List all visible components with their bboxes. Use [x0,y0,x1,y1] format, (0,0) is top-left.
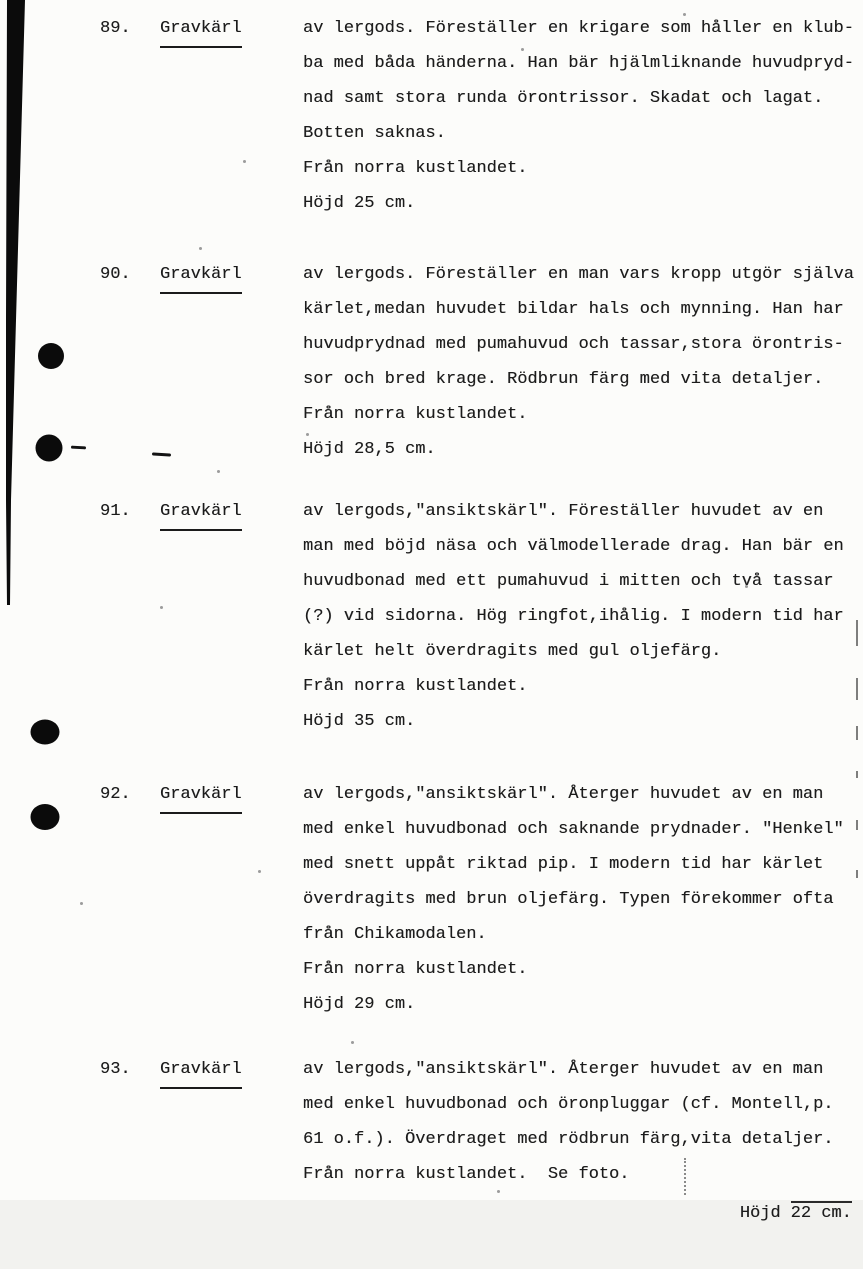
entry-line: Från norra kustlandet. [303,677,528,696]
right-edge-mark [856,820,858,830]
entry-line: Från norra kustlandet. [303,960,528,979]
entry-line: Botten saknas. [303,124,446,143]
right-edge-mark [856,870,858,878]
entry-line: 61 o.f.). Överdraget med rödbrun färg,vita detaljer. [303,1130,834,1149]
entry-number: 90. [100,265,131,284]
stray-dash-mark [152,452,171,456]
entry-line: man med böjd näsa och välmodellerade drag. Han bär en [303,537,844,556]
punch-hole-dot [36,435,63,462]
stray-dash-mark [71,446,86,450]
scan-speck [243,160,246,163]
entry-line: kärlet helt överdragits med gul oljefärg. [303,642,722,661]
entry-line: Höjd 25 cm. [303,194,416,213]
entry-number: 89. [100,19,131,38]
punch-hole-dot [31,720,60,745]
scan-speck [217,470,220,473]
entry-number: 91. [100,502,131,521]
scan-speck [306,433,309,436]
entry-line: från Chikamodalen. [303,925,487,944]
entry-line: Höjd 29 cm. [303,995,416,1014]
right-edge-mark [856,620,858,646]
scan-speck [160,606,163,609]
scan-speck [199,247,202,250]
entry-line: ba med båda händerna. Han bär hjälmliknande huvudpryd- [303,54,854,73]
entry-line: kärlet,medan huvudet bildar hals och mynning. Han har [303,300,844,319]
entry-line: nad samt stora runda örontrissor. Skadat och lagat. [303,89,824,108]
scan-speck [80,902,83,905]
scan-speck [745,585,748,588]
scan-speck [683,13,686,16]
entry-line: med enkel huvudbonad och öronpluggar (cf. Montell,p. [303,1095,834,1114]
entry-line: Höjd 28,5 cm. [303,440,436,459]
entry-description [303,777,844,1022]
scan-speck [258,870,261,873]
entry-line: med enkel huvudbonad och saknande prydnader. "Henkel" [303,820,844,839]
entry-term: Gravkärl [160,494,242,531]
height-annotation-label: Höjd [739,1204,781,1223]
entry-line: Från norra kustlandet. Se foto. [303,1165,630,1184]
entry-line: av lergods,"ansiktskärl". Återger huvudet av en man [303,785,824,804]
entry-description [303,257,854,467]
entry-line: av lergods. Föreställer en krigare som håller en klub- [303,19,854,38]
punch-hole-dot [31,804,60,830]
scan-speck [521,48,524,51]
height-annotation [684,1158,863,1223]
entry-line: huvudbonad med ett pumahuvud i mitten och två tassar [303,572,834,591]
entry-description [303,11,854,221]
entry-term: Gravkärl [160,11,242,48]
entry-line: överdragits med brun oljefärg. Typen förekommer ofta [303,890,834,909]
height-annotation-value: 22 cm. [791,1201,852,1223]
entry-number: 93. [100,1060,131,1079]
entry-term: Gravkärl [160,257,242,294]
entry-term: Gravkärl [160,1052,242,1089]
entry-term: Gravkärl [160,777,242,814]
entry-line: huvudprydnad med pumahuvud och tassar,stora örontris- [303,335,844,354]
entry-line: av lergods,"ansiktskärl". Föreställer huvudet av en [303,502,824,521]
entry-description [303,494,844,739]
punch-hole-dot [38,343,64,369]
right-edge-mark [856,726,858,740]
right-edge-mark [856,771,858,778]
entry-line: Från norra kustlandet. [303,405,528,424]
scan-edge-bar [6,0,25,605]
right-edge-mark [856,678,858,700]
entry-line: Höjd 35 cm. [303,712,416,731]
entry-line: med snett uppåt riktad pip. I modern tid har kärlet [303,855,824,874]
entry-number: 92. [100,785,131,804]
entry-line: Från norra kustlandet. [303,159,528,178]
scan-speck [497,1190,500,1193]
entry-line: av lergods. Föreställer en man vars kropp utgör själva [303,265,854,284]
entry-line: (?) vid sidorna. Hög ringfot,ihålig. I modern tid har [303,607,844,626]
scan-speck [351,1041,354,1044]
entry-line: sor och bred krage. Rödbrun färg med vita detaljer. [303,370,824,389]
entry-line: av lergods,"ansiktskärl". Återger huvudet av en man [303,1060,824,1079]
